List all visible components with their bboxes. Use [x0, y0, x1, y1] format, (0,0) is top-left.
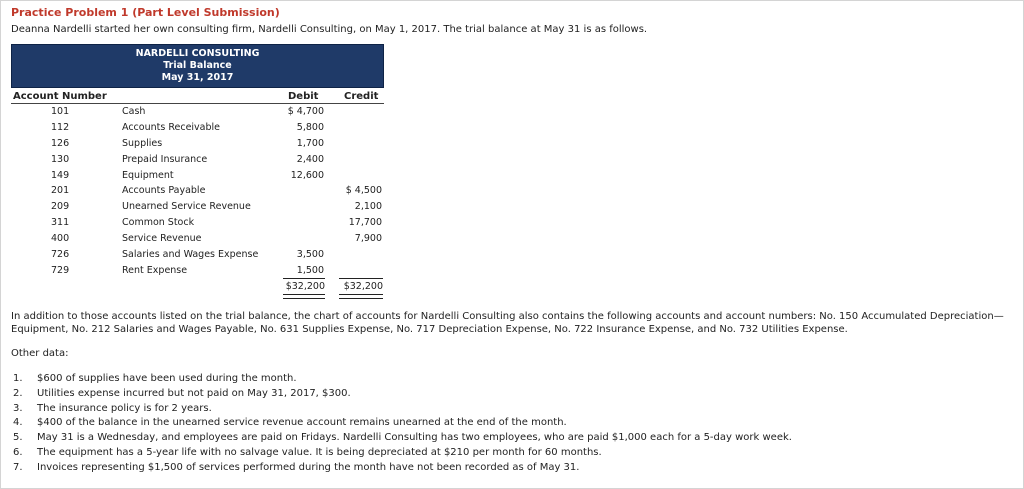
- item-number: 2.: [13, 387, 23, 399]
- item-number: 4.: [13, 417, 23, 429]
- debit-amount: 3,500: [296, 249, 324, 260]
- account-number: 149: [51, 170, 70, 181]
- statement-date: May 31, 2017: [161, 72, 234, 83]
- table-row: [0, 154, 400, 170]
- item-text: May 31 is a Wednesday, and employees are paid on Fridays. Nardelli Consulting has two employees, who are paid $1,000 each for a 5-day work week.: [37, 432, 792, 444]
- company-name: NARDELLI CONSULTING: [135, 48, 260, 59]
- credit-total-rule: [339, 278, 383, 279]
- credit-amount: $ 4,500: [345, 185, 382, 196]
- table-row: [0, 122, 400, 138]
- table-row: [0, 138, 400, 154]
- table-row: [0, 249, 400, 265]
- item-text: $400 of the balance in the unearned service revenue account remains unearned at the end of the month.: [37, 417, 567, 429]
- debit-amount: 1,700: [296, 138, 324, 149]
- item-text: $600 of supplies have been used during the month.: [37, 373, 297, 384]
- account-number: 726: [51, 249, 70, 260]
- table-row: [0, 201, 400, 217]
- debit-total-rule: [283, 278, 325, 279]
- account-number: 130: [51, 154, 70, 165]
- credit-double-underline: [339, 294, 383, 299]
- additional-accounts-text: In addition to those accounts listed on the trial balance, the chart of accounts for Nardelli Consulting also contains the following accounts and account numbers: No. 150 Accumulated Depreciation—Equipment, No. 212 Salaries and Wages Payable, No. 631 Supplies Expense, No. 717 Depreciation Expense, No. 722 Insurance Expense, and No. 732 Utilities Expense.: [11, 311, 1004, 335]
- account-name: Prepaid Insurance: [122, 154, 208, 165]
- account-name: Equipment: [122, 170, 174, 181]
- account-number: 201: [51, 185, 70, 196]
- intro-text: Deanna Nardelli started her own consulting firm, Nardelli Consulting, on May 1, 2017. The trial balance at May 31 is as follows.: [11, 24, 648, 35]
- debit-amount: $ 4,700: [287, 106, 324, 117]
- total-debit: $32,200: [285, 281, 325, 292]
- table-row: [0, 233, 400, 249]
- debit-amount: 1,500: [296, 265, 324, 276]
- account-number: 400: [51, 233, 70, 244]
- item-number: 7.: [13, 461, 23, 473]
- account-name: Common Stock: [122, 217, 195, 228]
- debit-amount: 2,400: [296, 154, 324, 165]
- account-name: Unearned Service Revenue: [122, 201, 251, 212]
- total-credit: $32,200: [343, 281, 383, 292]
- account-name: Cash: [122, 106, 146, 117]
- other-data-label: Other data:: [11, 348, 69, 359]
- account-name: Supplies: [122, 138, 163, 149]
- item-number: 3.: [13, 402, 23, 414]
- item-text: The equipment has a 5-year life with no salvage value. It is being depreciated at $210 per month for 60 months.: [37, 446, 602, 458]
- account-name: Rent Expense: [122, 265, 188, 276]
- table-row: [0, 217, 400, 233]
- item-text: Utilities expense incurred but not paid on May 31, 2017, $300.: [37, 387, 351, 399]
- item-number: 6.: [13, 446, 23, 458]
- header-rule: [11, 103, 384, 104]
- debit-header: Debit: [288, 91, 319, 102]
- credit-amount: 7,900: [354, 233, 382, 244]
- account-number: 729: [51, 265, 70, 276]
- item-number: 1.: [13, 373, 23, 384]
- credit-amount: 17,700: [348, 217, 382, 228]
- debit-amount: 12,600: [290, 170, 324, 181]
- table-row: [0, 170, 400, 186]
- item-text: The insurance policy is for 2 years.: [37, 402, 212, 414]
- account-name: Accounts Payable: [122, 185, 206, 196]
- account-name: Accounts Receivable: [122, 122, 221, 133]
- account-number: 209: [51, 201, 70, 212]
- credit-header: Credit: [344, 91, 379, 102]
- table-row: [0, 185, 400, 201]
- account-number: 126: [51, 138, 70, 149]
- account-number: 311: [51, 217, 70, 228]
- problem-title: Practice Problem 1 (Part Level Submission): [11, 6, 280, 19]
- account-number: 112: [51, 122, 70, 133]
- item-number: 5.: [13, 432, 23, 444]
- item-text: Invoices representing $1,500 of services performed during the month have not been recorded as of May 31.: [37, 461, 580, 473]
- table-row: [0, 106, 400, 122]
- account-number: 101: [51, 106, 70, 117]
- debit-double-underline: [283, 294, 325, 299]
- account-number-header: Account Number: [13, 91, 107, 102]
- credit-amount: 2,100: [354, 201, 382, 212]
- account-name: Service Revenue: [122, 233, 202, 244]
- trial-balance-header: [11, 44, 384, 88]
- statement-name: Trial Balance: [163, 60, 232, 71]
- debit-amount: 5,800: [296, 122, 324, 133]
- account-name: Salaries and Wages Expense: [122, 249, 259, 260]
